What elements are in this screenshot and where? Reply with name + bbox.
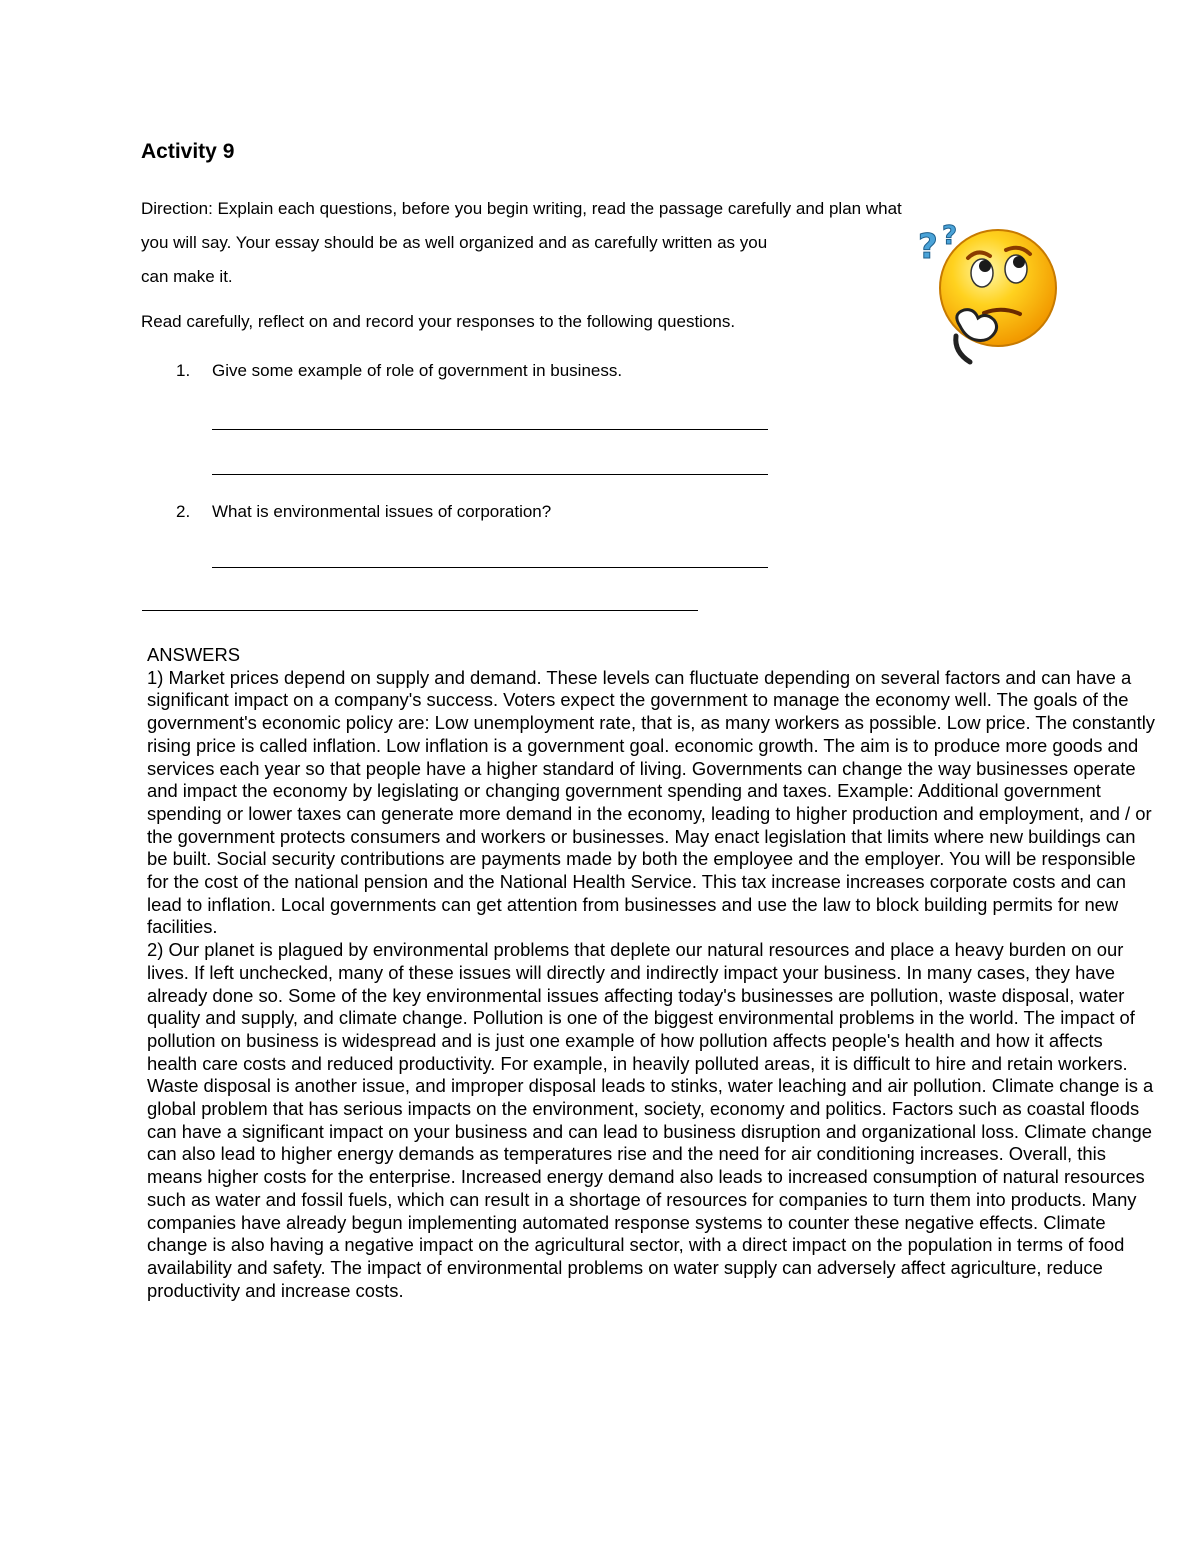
instruction-text: Read carefully, reflect on and record your responses to the following questions. [141, 312, 736, 331]
answer-blank-line [212, 474, 768, 475]
direction-line-3: can make it. [141, 267, 233, 286]
question-1 [176, 361, 622, 381]
question-2-number: 2. [176, 502, 191, 521]
svg-text:?: ? [918, 227, 938, 267]
thinking-face-icon [912, 218, 1062, 368]
answer-2-text: 2) Our planet is plagued by environmental problems that deplete our natural resources and place a heavy burden on our lives. If left unchecked, many of these issues will directly and indirectly impact your business. In many cases, they have already done so. Some of the key environmental issues affecting today's businesses are pollution, waste disposal, water quality and supply, and climate change. Pollution is one of the biggest environmental problems in the world. The impact of pollution on business is widespread and is just one example of how pollution affects people's health and how it affects health care costs and reduced productivity. For example, in heavily polluted areas, it is difficult to hire and retain workers. Waste disposal is another issue, and improper disposal leads to stinks, water leaching and air pollution. Climate change is a global problem that has serious impacts on the environment, society, economy and politics. Factors such as coastal floods can have a significant impact on your business and can lead to business disruption and organizational loss. Climate change can also lead to higher energy demands as temperatures rise and the need for air conditioning increases. Overall, this means higher costs for the enterprise. Increased energy demand also leads to increased consumption of natural resources such as water and fossil fuels, which can result in a shortage of resources for companies to turn them into products. Many companies have already begun implementing automated response systems to counter these negative effects. Climate change is also having a negative impact on the agricultural sector, with a direct impact on the population in terms of food availability and safety. The impact of environmental problems on water supply can adversely affect agriculture, reduce productivity and increase costs. [147, 939, 1154, 1301]
question-2-text: What is environmental issues of corporation? [212, 502, 552, 521]
answers-heading: ANSWERS [147, 644, 240, 665]
svg-text:?: ? [942, 221, 958, 251]
direction-line-1: Direction: Explain each questions, before you begin writing, read the passage carefully and plan what [141, 199, 902, 218]
answer-blank-line [142, 610, 698, 611]
answers-section [147, 644, 1157, 1302]
question-2 [176, 502, 551, 522]
activity-title: Activity 9 [141, 140, 235, 163]
question-1-text: Give some example of role of government in business. [212, 361, 623, 380]
answer-blank-line [212, 429, 768, 430]
question-1-number: 1. [176, 361, 191, 380]
answer-1-text: 1) Market prices depend on supply and demand. These levels can fluctuate depending on several factors and can have a significant impact on a company's success. Voters expect the government to manage the economy well. The goals of the government's economic policy are: Low unemployment rate, that is, as many workers as possible. Low price. The constantly rising price is called inflation. Low inflation is a government goal. economic growth. The aim is to produce more goods and services each year so that people have a higher standard of living. Governments can change the way businesses operate and impact the economy by legislating or changing government spending and taxes. Example: Additional government spending or lower taxes can generate more demand in the economy, leading to higher production and employment, and / or the government protects consumers and workers or businesses. May enact legislation that limits where new buildings can be built. Social security contributions are payments made by both the employee and the employer. You will be responsible for the cost of the national pension and the National Health Service. This tax increase increases corporate costs and can lead to inflation. Local governments can get attention from businesses and use the law to block building permits for new facilities. [147, 666, 1155, 938]
direction-text [141, 192, 1031, 294]
direction-line-2: you will say. Your essay should be as well organized and as carefully written as you [141, 233, 768, 252]
answer-blank-line [212, 567, 768, 568]
